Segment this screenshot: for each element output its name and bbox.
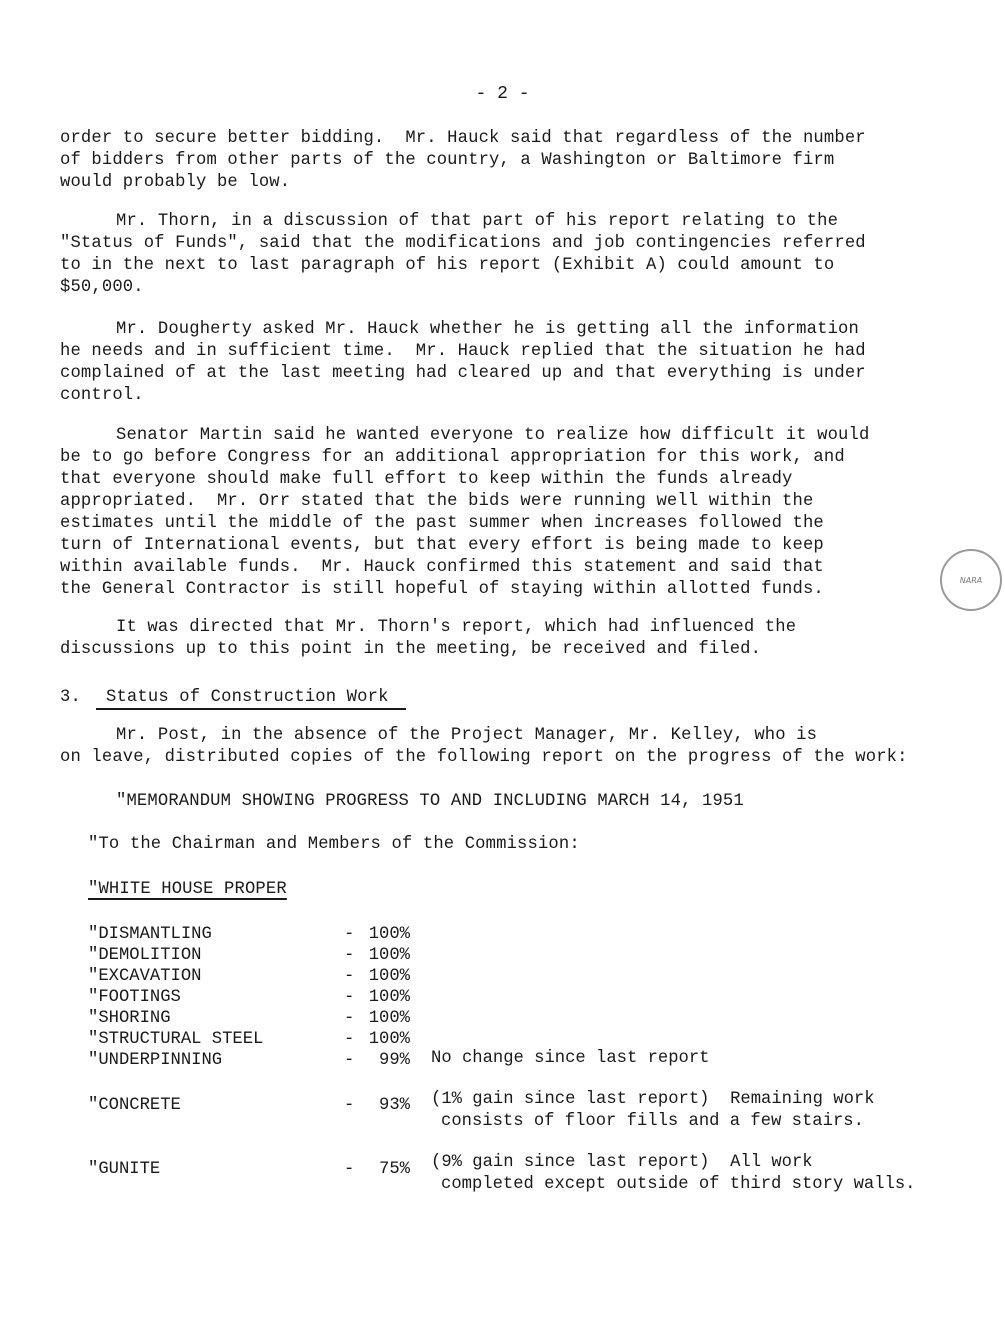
item-label: "SHORING [88, 1009, 171, 1028]
item-percent: 99% [379, 1051, 410, 1070]
item-percent: 100% [368, 946, 410, 965]
item-percent: 100% [368, 925, 410, 944]
item-percent: 100% [368, 967, 410, 986]
salutation: "To the Chairman and Members of the Commission: [88, 835, 580, 854]
item-percent: 100% [368, 1030, 410, 1049]
text-line: It was directed that Mr. Thorn's report, which had influenced the [116, 618, 797, 637]
text-line: control. [60, 386, 144, 405]
text-line: turn of International events, but that every effort is being made to keep [60, 536, 824, 555]
item-dash: - [344, 988, 355, 1007]
item-label: "DEMOLITION [88, 946, 202, 965]
section-title: Status of Construction Work [106, 688, 389, 707]
page-number: - 2 - [475, 84, 530, 104]
text-line: order to secure better bidding. Mr. Hauck said that regardless of the number [60, 129, 866, 148]
item-note: No change since last report [431, 1049, 710, 1068]
text-line: he needs and in sufficient time. Mr. Hauck replied that the situation he had [60, 342, 866, 361]
text-line: appropriated. Mr. Orr stated that the bids were running well within the [60, 492, 814, 511]
item-label: "STRUCTURAL STEEL [88, 1030, 264, 1049]
item-dash: - [344, 967, 355, 986]
item-dash: - [344, 925, 355, 944]
text-line: Mr. Dougherty asked Mr. Hauck whether he is getting all the information [116, 320, 859, 339]
item-note: consists of floor fills and a few stairs. [441, 1112, 864, 1131]
item-percent: 93% [379, 1096, 410, 1115]
text-line: Mr. Post, in the absence of the Project Manager, Mr. Kelley, who is [116, 726, 818, 745]
item-dash: - [344, 1096, 355, 1115]
stamp-text: NARA [959, 575, 983, 585]
text-line: Mr. Thorn, in a discussion of that part of his report relating to the [116, 212, 839, 231]
item-note: (9% gain since last report) All work [431, 1153, 813, 1172]
text-line: the General Contractor is still hopeful of staying within allotted funds. [60, 580, 824, 599]
text-line: to in the next to last paragraph of his report (Exhibit A) could amount to [60, 256, 835, 275]
memo-heading: "MEMORANDUM SHOWING PROGRESS TO AND INCLUDING MARCH 14, 1951 [116, 792, 744, 811]
item-dash: - [344, 1160, 355, 1179]
item-note: (1% gain since last report) Remaining work [431, 1090, 875, 1109]
text-line: would probably be low. [60, 173, 291, 192]
item-label: "CONCRETE [88, 1096, 181, 1115]
text-line: discussions up to this point in the meeting, be received and filed. [60, 640, 762, 659]
item-label: "UNDERPINNING [88, 1051, 223, 1070]
text-line: estimates until the middle of the past summer when increases followed the [60, 514, 824, 533]
item-dash: - [344, 1051, 355, 1070]
item-dash: - [344, 946, 355, 965]
text-line: be to go before Congress for an additional appropriation for this work, and [60, 448, 845, 467]
item-label: "DISMANTLING [88, 925, 212, 944]
text-line: "Status of Funds", said that the modifications and job contingencies referred [60, 234, 866, 253]
item-dash: - [344, 1009, 355, 1028]
item-label: "FOOTINGS [88, 988, 181, 1007]
item-percent: 75% [379, 1160, 410, 1179]
item-percent: 100% [368, 988, 410, 1007]
text-line: within available funds. Mr. Hauck confirmed this statement and said that [60, 558, 824, 577]
subheading-white-house-proper: "WHITE HOUSE PROPER [88, 880, 287, 899]
item-label: "GUNITE [88, 1160, 161, 1179]
text-line: on leave, distributed copies of the following report on the progress of the work: [60, 748, 908, 767]
section-underline [96, 708, 406, 710]
text-line: that everyone should make full effort to keep within the funds already [60, 470, 793, 489]
text-line: complained of at the last meeting had cleared up and that everything is under [60, 364, 866, 383]
item-note: completed except outside of third story walls. [441, 1175, 916, 1194]
section-number: 3. [60, 688, 81, 707]
item-percent: 100% [368, 1009, 410, 1028]
text-line: Senator Martin said he wanted everyone to realize how difficult it would [116, 426, 870, 445]
archive-stamp [940, 549, 1002, 611]
text-line: of bidders from other parts of the country, a Washington or Baltimore firm [60, 151, 835, 170]
text-line: $50,000. [60, 278, 144, 297]
item-label: "EXCAVATION [88, 967, 202, 986]
item-dash: - [344, 1030, 355, 1049]
